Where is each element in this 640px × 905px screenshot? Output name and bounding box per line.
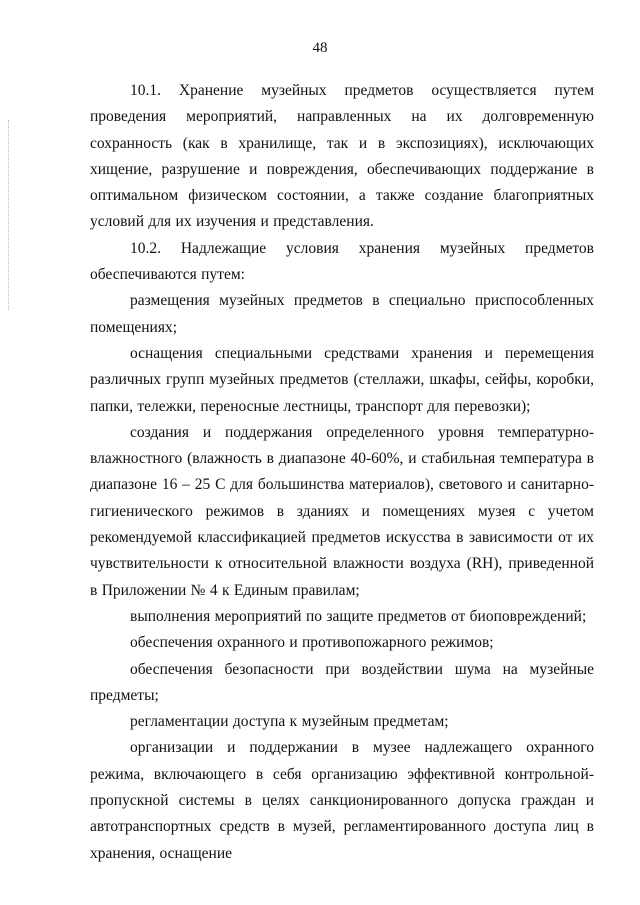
list-item-equipment: оснащения специальными средствами хранения и перемещения различных групп музейных предметов (стеллажи, шкафы, сейфы, коробки, папки, тележки, переносные лестницы, транспорт для перевозки); — [90, 344, 594, 415]
list-item-climate: создания и поддержания определенного уровня температурно-влажностного (влажность в диапазоне 40-60%, и стабильная температура в диапазоне 16 – 25 С для большинства материалов), светового и санитарно-гигиенического режимов в зданиях и помещениях музея с учетом рекомендуемой классификацией предметов искусства в зависимости от их чувствительности к относительной влажности воздуха (RH), приведенной в Приложении № 4 к Единым правилам; — [90, 423, 594, 599]
document-body — [90, 78, 594, 867]
list-item-guard-regime: организации и поддержании в музее надлежащего охранного режима, включающего в себя организацию эффективной контрольной-пропускной системы в целях санкционированного допуска граждан и автотранспортных средств в музей, регламентированного доступа лиц в хранения, оснащение — [90, 739, 594, 862]
paragraph-10-1: 10.1. Хранение музейных предметов осуществляется путем проведения мероприятий, направленных на их долговременную сохранность (как в хранилище, так и в экспозициях), исключающих хищение, разрушение и повреждения, обеспечивающих поддержание в оптимальном физическом состоянии, а также создание благоприятных условий для их изучения и представления. — [90, 82, 594, 231]
page-number: 48 — [312, 40, 328, 56]
paragraph-10-2: 10.2. Надлежащие условия хранения музейных предметов обеспечиваются путем: — [90, 239, 594, 284]
list-item-noise: обеспечения безопасности при воздействии шума на музейные предметы; — [90, 660, 594, 704]
list-item-security-fire: обеспечения охранного и противопожарного режимов; — [130, 634, 494, 652]
list-item-access: регламентации доступа к музейным предметам; — [130, 713, 449, 731]
scan-edge-artifact — [8, 120, 11, 310]
list-item-bioprotection: выполнения мероприятий по защите предметов от биоповреждений; — [130, 607, 587, 625]
list-item-placement: размещения музейных предметов в специально приспособленных помещениях; — [90, 292, 594, 336]
